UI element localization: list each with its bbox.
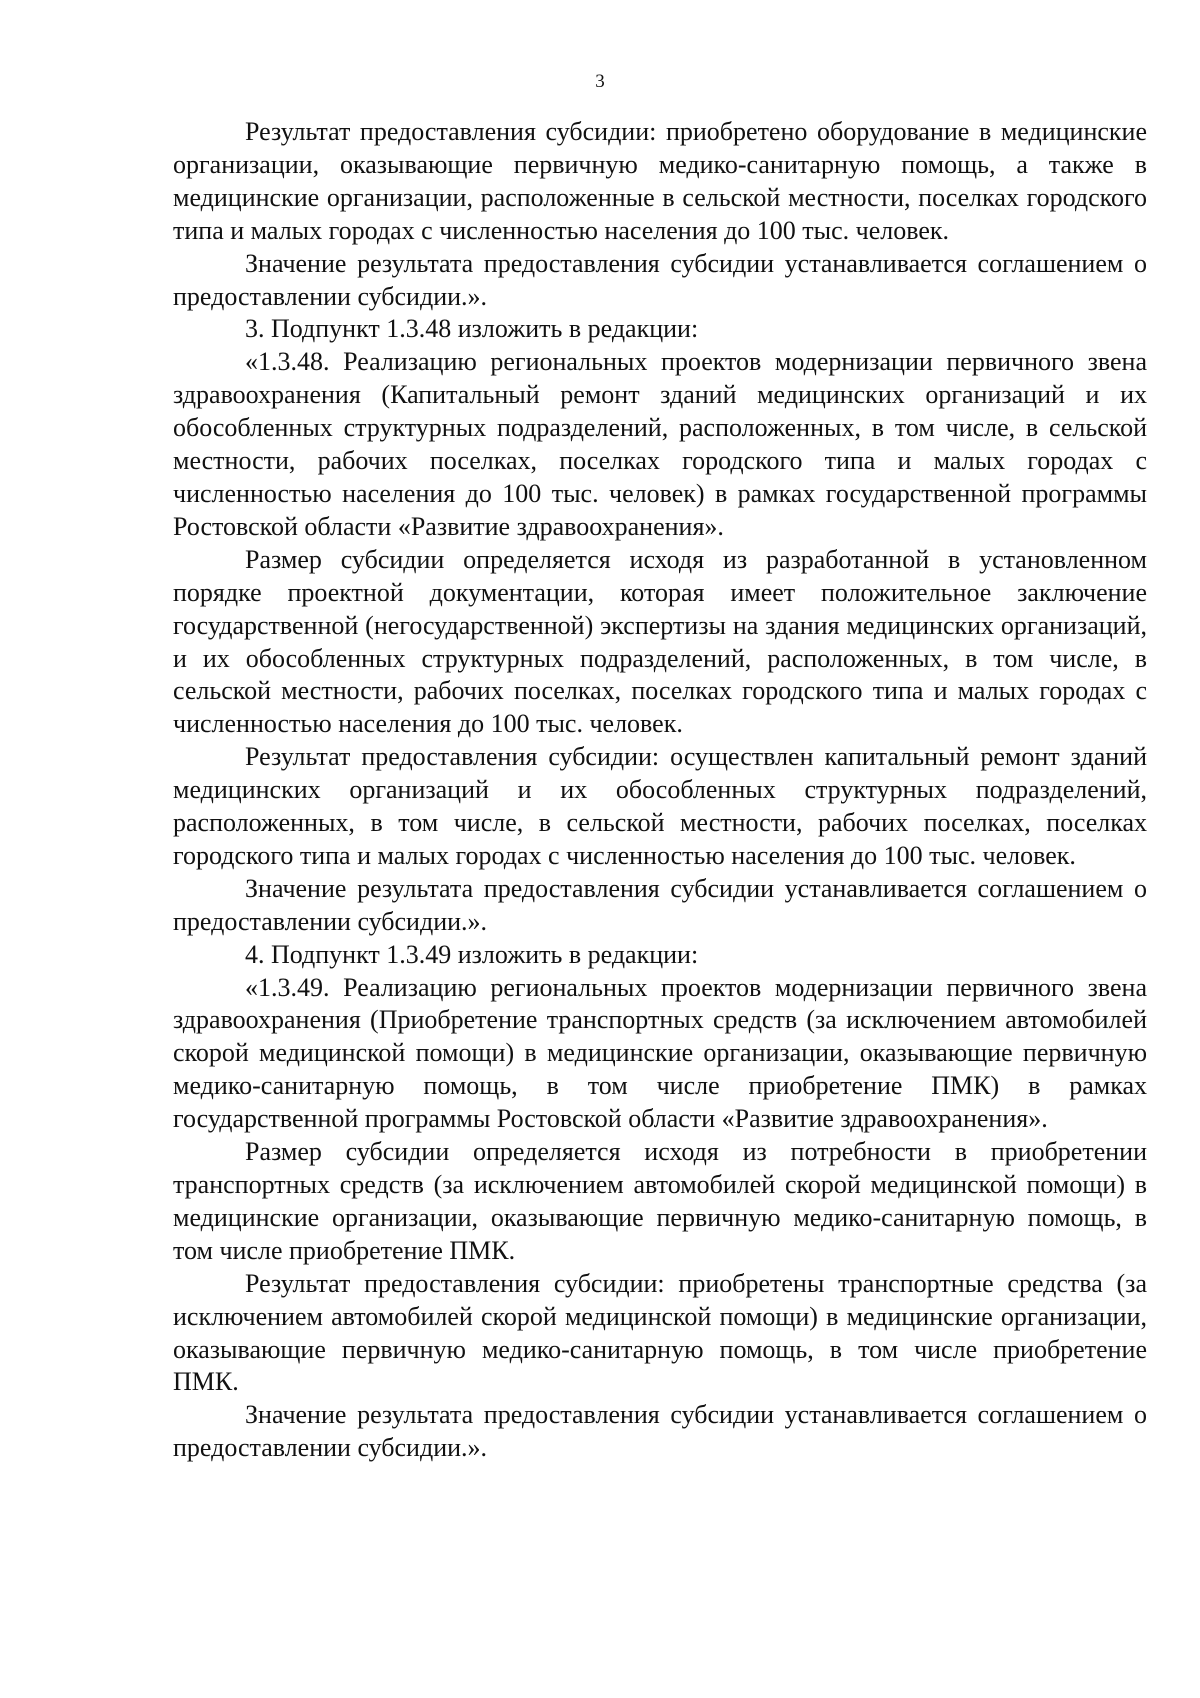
paragraph-subsidy-size-2: Размер субсидии определяется исходя из потребности в приобретении транспортных средств (за исключением автомобилей скорой медицинской помощи) в медицинские организации, оказывающие первичную медико-санитарную помощь, в том числе приобретение ПМК. (173, 1137, 1147, 1265)
paragraph-result-value-1: Значение результата предоставления субсидии устанавливается соглашением о предоставлении субсидии.». (173, 248, 1147, 311)
paragraph-result-value-3: Значение результата предоставления субсидии устанавливается соглашением о предоставлении субсидии.». (173, 1400, 1147, 1463)
paragraph-result-repair: Результат предоставления субсидии: осуществлен капитальный ремонт зданий медицинских организаций и их обособленных структурных подразделений, расположенных, в том числе, в сельской местности, рабочих поселках, поселках городского типа и малых городах с численностью населения до 100 тыс. человек. (173, 742, 1147, 870)
paragraph-item-4-heading: 4. Подпункт 1.3.49 изложить в редакции: (245, 939, 699, 969)
paragraph-result-transport: Результат предоставления субсидии: приобретены транспортные средства (за исключением автомобилей скорой медицинской помощи) в медицинские организации, оказывающие первичную медико-санитарную помощь, в том числе приобретение ПМК. (173, 1268, 1147, 1397)
paragraph-1-3-49: «1.3.49. Реализацию региональных проектов модернизации первичного звена здравоохранения (Приобретение транспортных средств (за исключением автомобилей скорой медицинской помощи) в медицинские организации, оказывающие первичную медико-санитарную помощь, в том числе приобретение ПМК) в рамках государственной программы Ростовской области «Развитие здравоохранения». (173, 972, 1147, 1134)
page-number: 3 (595, 71, 605, 92)
paragraph-1-3-48: «1.3.48. Реализацию региональных проектов модернизации первичного звена здравоохранения (Капитальный ремонт зданий медицинских организаций и их обособленных структурных подразделений, расположенных, в том числе, в сельской местности, рабочих поселках, поселках городского типа и малых городах с численностью населения до 100 тыс. человек) в рамках государственной программы Ростовской области «Развитие здравоохранения». (173, 347, 1147, 541)
paragraph-item-3-heading: 3. Подпункт 1.3.48 изложить в редакции: (245, 314, 699, 344)
document-body (173, 116, 1147, 1465)
paragraph-subsidy-size-1: Размер субсидии определяется исходя из разработанной в установленном порядке проектной документации, которая имеет положительное заключение государственной (негосударственной) экспертизы на здания медицинских организаций, и их обособленных структурных подразделений, расположенных, в том числе, в сельской местности, рабочих поселках, поселках городского типа и малых городах с численностью населения до 100 тыс. человек. (173, 544, 1147, 739)
paragraph-result-equipment: Результат предоставления субсидии: приобретено оборудование в медицинские организации, оказывающие первичную медико-санитарную помощь, а также в медицинские организации, расположенные в сельской местности, поселках городского типа и малых городах с численностью населения до 100 тыс. человек. (173, 117, 1147, 245)
paragraph-result-value-2: Значение результата предоставления субсидии устанавливается соглашением о предоставлении субсидии.». (173, 873, 1147, 936)
